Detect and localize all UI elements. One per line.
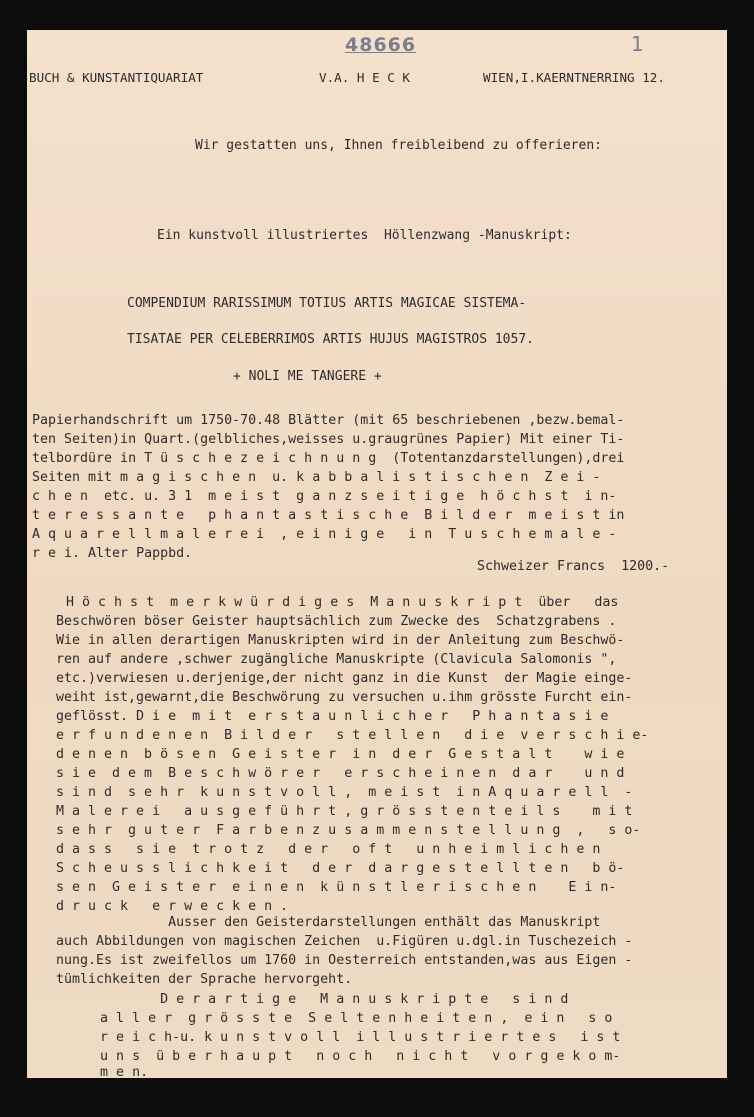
- description-line: Papierhandschrift um 1750-70.48 Blätter (mit 65 beschriebenen ,bezw.bemal-: [32, 413, 625, 428]
- letterhead-right: WIEN,I.KAERNTNERRING 12.: [483, 70, 665, 85]
- description-line: t e r e s s a n t e p h a n t a s t i s c h e B i l d e r m e i s t in: [32, 508, 625, 523]
- closing-line: m e n.: [36, 1065, 149, 1078]
- essay-line: tümlichkeiten der Sprache hervorgeht.: [56, 972, 353, 987]
- closing-line: a l l e r g r ö s s t e S e l t e n h e i t e n , e i n s o: [36, 1011, 613, 1026]
- essay-line: etc.)verwiesen u.derjenige,der nicht ganz in die Kunst der Magie einge-: [56, 671, 633, 686]
- description-line: c h e n etc. u. 3 1 m e i s t g a n z s e i t i g e h ö c h s t i n-: [32, 489, 617, 504]
- essay-line: s e h r g u t e r F a r b e n z u s a m m e n s t e l l u n g , s o-: [56, 823, 641, 838]
- essay-line: nung.Es ist zweifellos um 1760 in Oesterreich entstanden,was aus Eigen -: [56, 953, 633, 968]
- essay-line: d e n e n b ö s e n G e i s t e r i n d e r G e s t a l t w i e: [56, 747, 625, 762]
- letterhead-left: BUCH & KUNSTANTIQUARIAT: [29, 70, 204, 85]
- essay-line: ren auf andere ,schwer zugängliche Manuskripte (Clavicula Salomonis ",: [56, 652, 617, 667]
- description-line: Seiten mit m a g i s c h e n u. k a b b a l i s t i s c h e n Z e i -: [32, 470, 601, 485]
- title-line-1: COMPENDIUM RARISSIMUM TOTIUS ARTIS MAGICAE SISTEMA-: [127, 296, 527, 311]
- motto-line: + NOLI ME TANGERE +: [233, 369, 382, 384]
- closing-line: u n s ü b e r h a u p t n o c h n i c h t v o r g e k o m-: [36, 1049, 621, 1064]
- essay-line: d a s s s i e t r o t z d e r o f t u n h e i m l i c h e n: [56, 842, 601, 857]
- description-line: ten Seiten)in Quart.(gelbliches,weisses u.graugrünes Papier) Mit einer Ti-: [32, 432, 625, 447]
- description-line: r e i. Alter Pappbd.: [32, 546, 193, 561]
- corner-pencil-mark: 1: [631, 32, 644, 56]
- essay-line: Ausser den Geisterdarstellungen enthält das Manuskript: [56, 915, 601, 930]
- essay-line: s i e d e m B e s c h w ö r e r e r s c h e i n e n d a r u n d: [56, 766, 625, 781]
- essay-line: H ö c h s t m e r k w ü r d i g e s M a n u s k r i p t über das: [50, 595, 619, 610]
- price-line: Schweizer Francs 1200.-: [477, 559, 670, 574]
- essay-line: d r u c k e r w e c k e n .: [56, 899, 289, 914]
- intro-line: Wir gestatten uns, Ihnen freibleibend zu offerieren:: [195, 138, 602, 153]
- essay-line: s i n d s e h r k u n s t v o l l , m e i s t i n A q u a r e l l -: [56, 785, 633, 800]
- essay-line: S c h e u s s l i c h k e i t d e r d a r g e s t e l l t e n b ö-: [56, 861, 625, 876]
- essay-line: Beschwören böser Geister hauptsächlich zum Zwecke des Schatzgrabens .: [56, 614, 617, 629]
- closing-line: D e r a r t i g e M a n u s k r i p t e s i n d: [56, 992, 569, 1007]
- essay-line: e r f u n d e n e n B i l d e r s t e l l e n d i e v e r s c h i e-: [56, 728, 649, 743]
- closing-line: r e i c h-u. k u n s t v o l l i l l u s t r i e r t e s i s t: [36, 1030, 621, 1045]
- essay-line: weiht ist,gewarnt,die Beschwörung zu versuchen u.ihm grösste Furcht ein-: [56, 690, 633, 705]
- essay-line: Wie in allen derartigen Manuskripten wird in der Anleitung zum Beschwö-: [56, 633, 625, 648]
- essay-line: M a l e r e i a u s g e f ü h r t , g r ö s s t e n t e i l s m i t: [56, 804, 633, 819]
- essay-line: geflösst. D i e m i t e r s t a u n l i c h e r P h a n t a s i e: [56, 709, 609, 724]
- letterhead-center: V.A. H E C K: [319, 70, 410, 85]
- description-line: telbordüre in T ü s c h e z e i c h n u n g (Totentanzdarstellungen),drei: [32, 451, 625, 466]
- archive-number-mark: 48666: [345, 34, 417, 56]
- essay-line: auch Abbildungen von magischen Zeichen u.Figüren u.dgl.in Tuschezeich -: [56, 934, 633, 949]
- title-line-2: TISATAE PER CELEBERRIMOS ARTIS HUJUS MAGISTROS 1057.: [127, 332, 534, 347]
- typed-letter-page: [27, 30, 727, 1078]
- subject-line: Ein kunstvoll illustriertes Höllenzwang -Manuskript:: [157, 228, 572, 243]
- description-line: A q u a r e l l m a l e r e i , e i n i g e i n T u s c h e m a l e -: [32, 527, 617, 542]
- essay-line: s e n G e i s t e r e i n e n k ü n s t l e r i s c h e n E i n-: [56, 880, 617, 895]
